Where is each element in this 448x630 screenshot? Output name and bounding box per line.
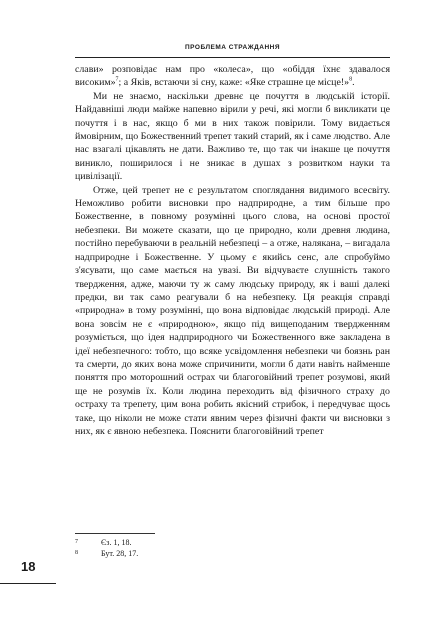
footnote-rule [75, 533, 155, 534]
paragraph-2-text: Ми не знаємо, наскільки древнє це почуття в людській історії. Найдавніші люди майже напевно вірили у речі, які могли б викликати це почуття і в нас, якщо б ми в них також повірили. Тому видається ймовірним, що Божественний трепет такий старий, як і саме людство. Але нас взагалі цікавлять не дати. Важливо те, що так чи інакше це почуття виникло, поширилося і не зникає в душах з розвитком науки та цивілізації. [75, 90, 390, 183]
paragraph-1 [75, 63, 390, 90]
paragraph-3-text: Отже, цей трепет не є результатом споглядання видимого всесвіту. Неможливо робити висновки про надприродне, а тим більше про Божественне, в повному розумінні цього слова, на основі простої небезпеки. Ви можете сказати, що це природно, коли древня людина, постійно перебуваючи в реальній небезпеці – а отже, налякана, – вигадала надприродне і Божественне. У цьому є якийсь сенс, але спробуймо з'ясувати, що саме мається на увазі. Ви відчуваєте слушність такого твердження, адже, маючи ту ж саму людську природу, як і ваші далекі предки, ви так само реагували б на небезпеку. Ця реакція справді «природна» в тому розумінні, що вона відповідає людській природі. Але вона зовсім не є «природною», якщо під вищеподаним твердженням розуміється, що ідея надприродного чи Божественного вже закладена в ідеї небезпечного: тобто, що всяке усвідомлення небезпеки чи боязнь ран та смерти, до яких вона може спричинити, могли б дати навіть найменше поняття про моторошний острах чи благоговійний трепет розумові, який ще не розумів їх. Коли людина переходить від фізичного страху до остраху та трепету, цим вона робить якісний стрибок, і передчуває щось таке, що ніколи не може стати явним через фізичні факти чи висновки з них, як є явною небезпека. Пояснити благоговійний трепет [75, 184, 390, 437]
body-text [75, 63, 390, 438]
paragraph-1-text-b: ; а Яків, встаючи зі сну, каже: «Яке страшне це місце!» [118, 77, 350, 89]
footnote-text: Бут. 28, 17. [101, 549, 139, 558]
page-number-rule [0, 583, 56, 584]
paragraph-1-text-c: . [352, 77, 355, 89]
paragraph-1-text-a: слави» розповідає нам про «колеса», що «обіддя їхнє здавалося високим» [75, 64, 390, 89]
footnote-7 [75, 537, 390, 548]
paragraph-2 [75, 90, 390, 184]
paragraph-3 [75, 184, 390, 439]
footnote-text: Єз. 1, 18. [101, 538, 132, 547]
page-number: 18 [21, 559, 36, 574]
footnote-8 [75, 548, 390, 559]
running-title: ПРОБЛЕМА СТРАЖДАННЯ [184, 44, 281, 51]
footnote-ref-7[interactable]: 7 [115, 77, 119, 84]
footnote-number: 8 [75, 550, 78, 556]
footnote-ref-8[interactable]: 8 [349, 77, 353, 84]
footnotes [75, 537, 390, 559]
footnote-number: 7 [75, 539, 78, 545]
header-rule [75, 57, 390, 58]
